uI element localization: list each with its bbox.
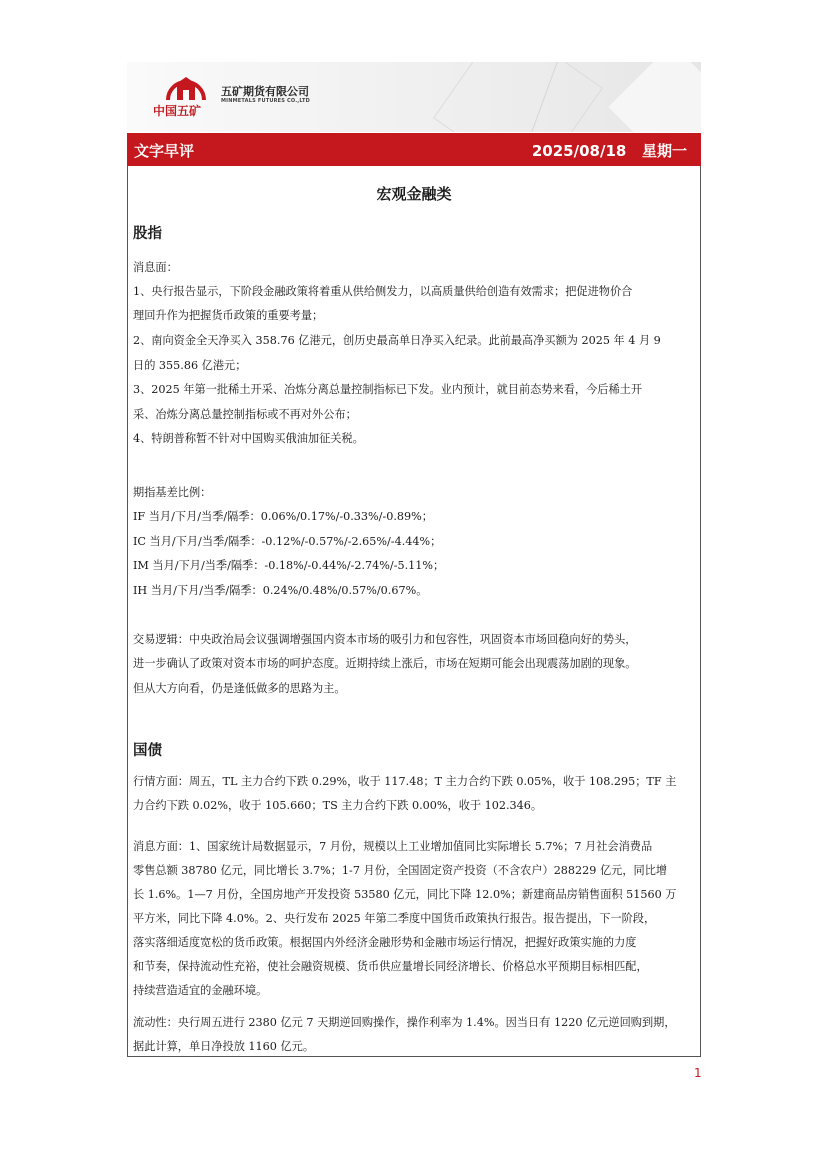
logic-line: 交易逻辑：中央政治局会议强调增强国内资本市场的吸引力和包容性，巩固资本市场回稳向好的势头， [133, 633, 637, 646]
minmetals-logo-icon [165, 72, 207, 102]
logo-text: 中国五矿 [153, 104, 202, 118]
news-line: 理回升作为把握货币政策的重要考量； [133, 309, 324, 322]
bond-news-line: 和节奏，保持流动性充裕，使社会融资规模、货币供应量增长同经济增长、价格总水平预期目标相匹配， [133, 960, 648, 973]
bond-news-line: 消息方面：1、国家统计局数据显示，7 月份，规模以上工业增加值同比实际增长 5.7%；7 月社会消费品 [133, 840, 653, 853]
bond-news-line: 零售总额 38780 亿元，同比增长 3.7%；1-7 月份，全国固定资产投资（不含农户）288229 亿元，同比增 [133, 864, 668, 877]
bond-news-line: 落实落细适度宽松的货币政策。根据国内外经济金融形势和金融市场运行情况，把握好政策实施的力度 [133, 936, 637, 949]
basis-line: IC 当月/下月/当季/隔季：-0.12%/-0.57%/-2.65%/-4.44%； [133, 535, 442, 548]
logic-line: 但从大方向看，仍是逢低做多的思路为主。 [133, 682, 346, 695]
news-line: 1、央行报告显示，下阶段金融政策将着重从供给侧发力，以高质量供给创造有效需求；把促进物价合 [133, 285, 633, 298]
bond-news-line: 平方米，同比下降 4.0%。2、央行发布 2025 年第二季度中国货币政策执行报告。报告提出，下一阶段， [133, 912, 656, 925]
date-text: 2025/08/18 [531, 142, 627, 160]
weekday-text: 星期一 [641, 142, 687, 160]
page-number: 1 [694, 1066, 702, 1080]
liquidity-line: 流动性：央行周五进行 2380 亿元 7 天期逆回购操作，操作利率为 1.4%。因当日有 1220 亿元逆回购到期， [133, 1016, 676, 1029]
company-name-cn: 五矿期货有限公司 [221, 85, 309, 98]
basis-line: IF 当月/下月/当季/隔季：0.06%/0.17%/-0.33%/-0.89%； [133, 510, 433, 523]
report-date [532, 140, 687, 161]
title-bar [127, 133, 701, 166]
company-name-en: MINMETALS FUTURES CO.,LTD [221, 98, 310, 104]
basis-line: IH 当月/下月/当季/隔季：0.24%/0.48%/0.57%/0.67%。 [133, 584, 428, 597]
heading-stock-index: 股指 [133, 226, 162, 242]
bond-news-line: 持续营造适宜的金融环境。 [133, 984, 268, 997]
basis-line: IM 当月/下月/当季/隔季：-0.18%/-0.44%/-2.74%/-5.11%； [133, 559, 445, 572]
market-line: 行情方面：周五，TL 主力合约下跌 0.29%，收于 117.48；T 主力合约下跌 0.05%，收于 108.295；TF 主 [133, 775, 677, 788]
news-label: 消息面： [133, 261, 178, 274]
liquidity-line: 据此计算，单日净投放 1160 亿元。 [133, 1040, 315, 1053]
news-line: 4、特朗普称暂不针对中国购买俄油加征关税。 [133, 432, 364, 445]
news-line: 3、2025 年第一批稀土开采、冶炼分离总量控制指标已下发。业内预计，就目前态势来看，今后稀土开 [133, 383, 643, 396]
market-line: 力合约下跌 0.02%，收于 105.660；TS 主力合约下跌 0.00%，收于 102.346。 [133, 799, 543, 812]
report-type: 文字早评 [134, 142, 195, 160]
news-line: 2、南向资金全天净买入 358.76 亿港元，创历史最高单日净买入纪录。此前最高净买额为 2025 年 4 月 9 [133, 334, 661, 347]
letterhead [127, 62, 701, 132]
section-title: 宏观金融类 [376, 185, 452, 203]
news-line: 日的 355.86 亿港元； [133, 359, 247, 372]
heading-bonds: 国债 [133, 743, 162, 759]
basis-label: 期指基差比例： [133, 486, 212, 499]
logic-line: 进一步确认了政策对资本市场的呵护态度。近期持续上涨后，市场在短期可能会出现震荡加剧的现象。 [133, 657, 637, 670]
bond-news-line: 长 1.6%。1—7 月份，全国房地产开发投资 53580 亿元，同比下降 12.0%；新建商品房销售面积 51560 万 [133, 888, 677, 901]
news-line: 采、冶炼分离总量控制指标或不再对外公布； [133, 408, 357, 421]
